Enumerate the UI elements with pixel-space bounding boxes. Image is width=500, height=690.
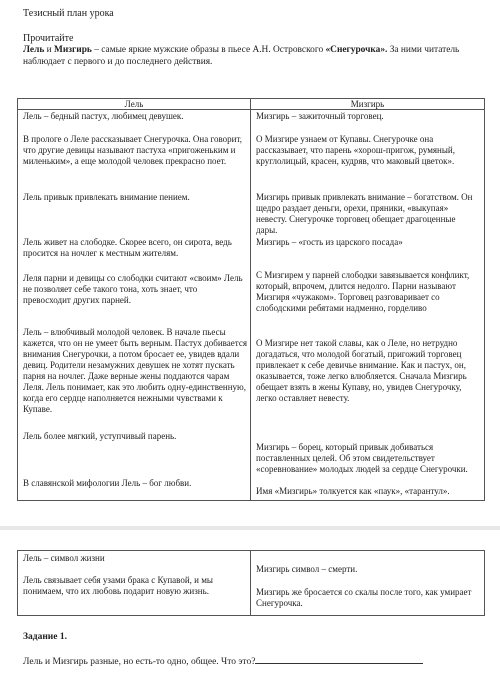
intro-mizgir: Мизгирь (54, 45, 92, 55)
intro-lel: Лель (23, 45, 45, 55)
task-question-text: Лель и Мизгирь разные, но есть-то одно, общее. Что это? (23, 657, 256, 667)
mizgir-cell-2: О Мизгире узнаем от Купавы. Снегурочке она рассказывает, что парень «хорош-пригож, румяный, круглолицый, красен, кудряв, что маковый цветок». (256, 134, 455, 166)
lel-cell-7: Лель более мягкий, уступчивый парень. (23, 431, 177, 441)
lel-cell-2: В прологе о Леле рассказывает Снегурочка. Она говорит, что другие девицы называют пастуха «пригоженьким и миленьким», а еще молодой человек прекрасно поет. (23, 134, 242, 166)
mizgir-symbol: Мизгирь символ – смерти. (256, 564, 358, 574)
intro-and: и (44, 45, 55, 55)
lel-cell-1: Лель – бедный пастух, любимец девушек. (23, 111, 184, 121)
mizgir-cell-3: Мизгирь привык привлекать внимание – богатством. Он щедро раздает деньги, орехи, пряники, «выкупая» невесту. Снегурочке торговец обещает драгоценные дары. (256, 192, 473, 235)
header-mizgir: Мизгирь (350, 99, 385, 109)
intro-paragraph (23, 44, 483, 68)
answer-line[interactable] (255, 654, 423, 664)
lel-symbol: Лель – символ жизни (23, 553, 105, 563)
mizgir-cell-4: Мизгирь – «гость из царского посада» (256, 237, 403, 247)
task-question (23, 654, 423, 667)
mizgir-cell-6: О Мизгире нет такой славы, как о Леле, но нетрудно догадаться, что молодой богатый, пригожий торговец привлекает к себе девичье внимание. Как и пастух, он, оказывается, тоже легко влюбляется. Сначала Мизгирь обещает взять в жены Купаву, но, увидев Снегурочку, легко оставляет невесту. (256, 338, 467, 403)
mizgir-cell-7: Мизгирь – борец, который привык добиваться поставленных целей. Об этом свидетельствует «соревнование» молодых людей за сердце Снегурочки. (256, 442, 468, 474)
lel-cell-8: В славянской мифологии Лель – бог любви. (23, 478, 192, 488)
lel-symbol-text: Лель связывает себя узами брака с Купавой, и мы понимаем, что их любовь подарит новую жизнь. (23, 575, 213, 596)
column-divider (250, 551, 251, 615)
mizgir-symbol-text: Мизгирь же бросается со скалы после того, как умирает Снегурочка. (256, 587, 472, 608)
column-divider (250, 99, 251, 500)
intro-play-title: «Снегурочка». (325, 45, 388, 55)
header-lel: Лель (124, 99, 144, 109)
page-divider (0, 526, 500, 530)
task-title: Задание 1. (23, 632, 67, 642)
mizgir-cell-8: Имя «Мизгирь» толкуется как «паук», «тарантул». (256, 486, 450, 496)
lel-cell-3: Лель привык привлекать внимание пением. (23, 192, 190, 202)
lel-cell-4: Лель живет на слободке. Скорее всего, он сирота, ведь просится на ночлег к местным жителям. (23, 237, 232, 258)
symbol-table (17, 550, 485, 616)
lel-cell-5: Леля парни и девицы со слободки считают «своим» Лель не позволяет себе такого тона, хоть знает, что превосходит других парней. (23, 273, 243, 305)
mizgir-cell-5: С Мизгирем у парней слободки завязывается конфликт, который, впрочем, длится недолго. Парни называют Мизгиря «чужаком». Торговец разговаривает со слободскими ребятами надменно, горделиво (256, 270, 470, 313)
instruction-label: Прочитайте (23, 33, 74, 44)
mizgir-cell-1: Мизгирь – зажиточный торговец. (256, 111, 384, 121)
intro-text-1: – самые яркие мужские образы в пьесе А.Н. Островского (91, 45, 326, 55)
intro-text-2: За ними читатель наблюдает с первого и до последнего действия. (23, 45, 460, 67)
lel-cell-6: Лель – влюбчивый молодой человек. В начале пьесы кажется, что он не умеет быть верным. Пастух добивается внимания Снегурочки, а потом бросает ее, увидев вдали девиц. Родители незамужних девушек не хотят пускать парня на ночлег. Даже верные жены поддаются чарам Леля. Лель понимает, как это любить одну-единственную, когда его сердце наполняется нежными чувствами к Купаве. (23, 327, 247, 414)
page-title: Тезисный план урока (23, 8, 114, 19)
comparison-table (17, 98, 485, 501)
table-header (18, 99, 484, 110)
